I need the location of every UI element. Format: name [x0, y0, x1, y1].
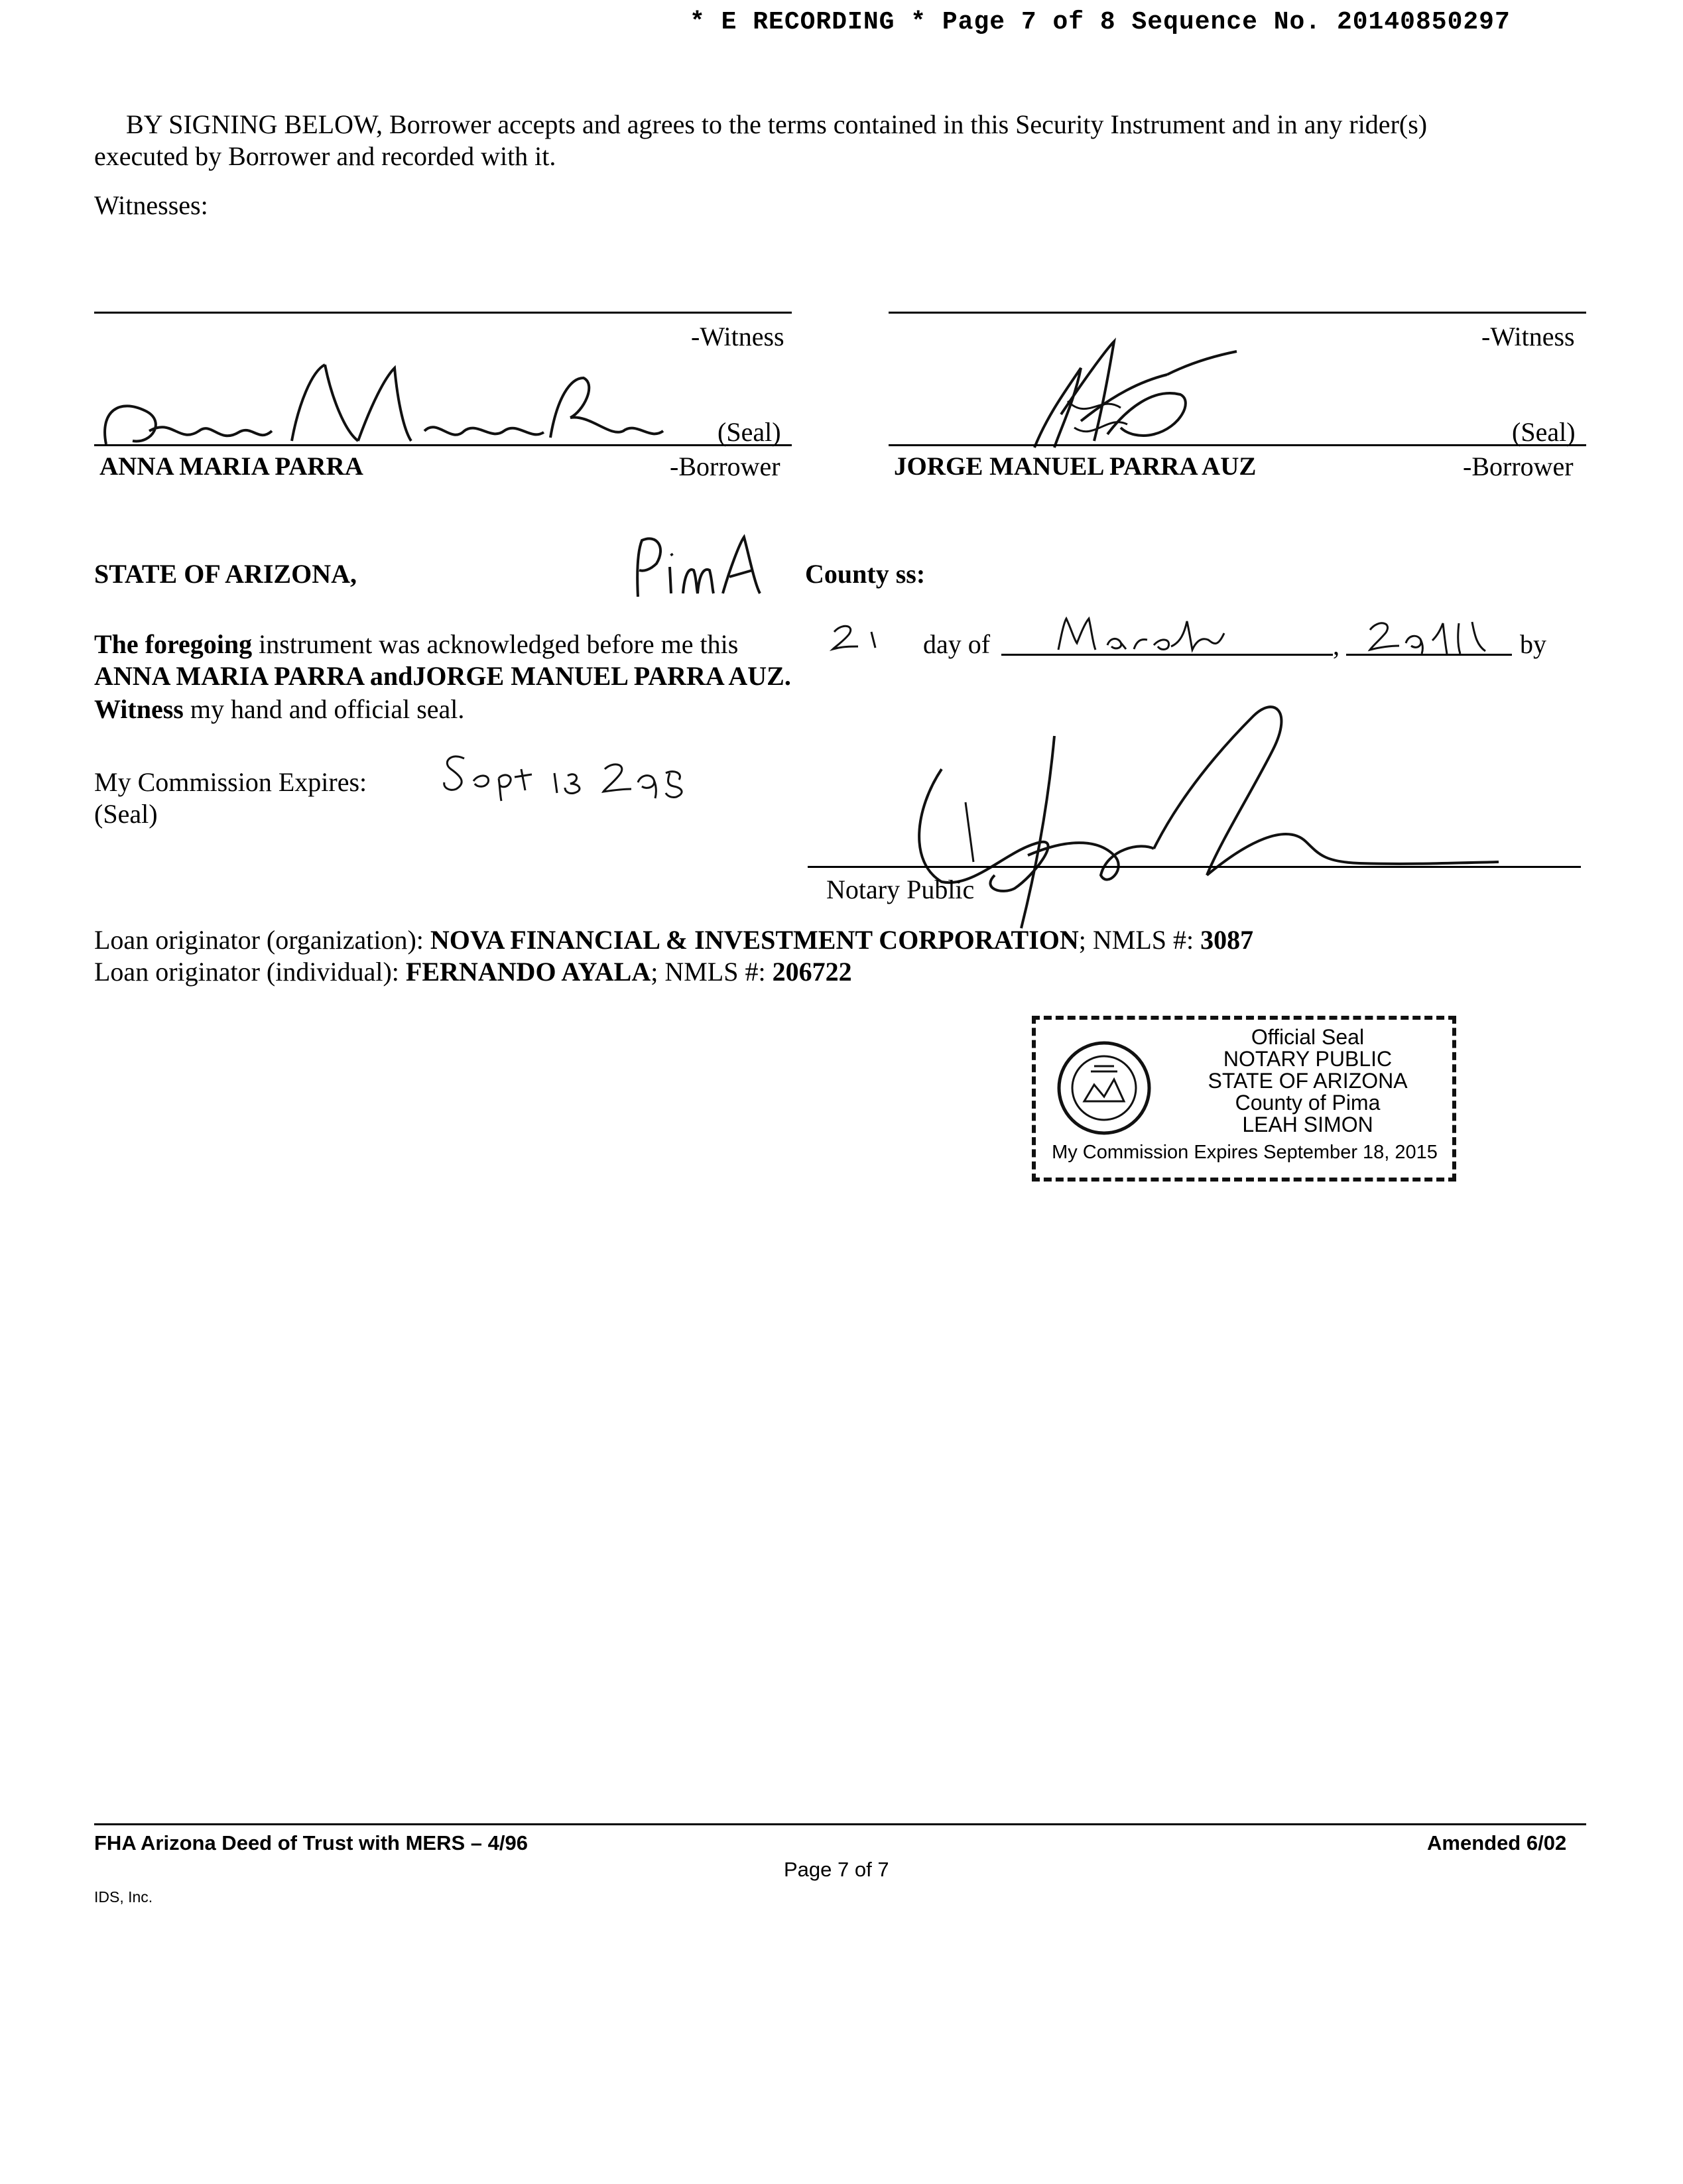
borrower1-role: -Borrower [670, 452, 780, 481]
ind-label: Loan originator (individual): [94, 957, 406, 987]
notary-stamp [1032, 1016, 1456, 1182]
stamp-line-1: Official Seal [1251, 1025, 1365, 1049]
day-of-label: day of [923, 629, 991, 659]
comma-sep: , [1333, 631, 1340, 660]
names-part-a: ANNA MARIA PARRA and [94, 661, 413, 691]
acknowledged-names [94, 660, 791, 692]
footer-amended: Amended 6/02 [1427, 1831, 1567, 1854]
borrower1-line [94, 444, 792, 446]
org-name: NOVA FINANCIAL & INVESTMENT CORPORATION [430, 925, 1079, 955]
notary-public-label: Notary Public [826, 875, 975, 904]
footer-form-name: FHA Arizona Deed of Trust with MERS – 4/96 [94, 1831, 528, 1854]
borrower2-seal: (Seal) [1512, 417, 1576, 447]
year-handwriting [1366, 617, 1492, 656]
borrower1-seal: (Seal) [717, 417, 781, 447]
borrower2-role: -Borrower [1463, 452, 1574, 481]
footer-publisher: IDS, Inc. [94, 1888, 153, 1906]
borrower2-signature [1008, 335, 1247, 467]
borrower1-name: ANNA MARIA PARRA [99, 452, 363, 481]
recording-header: * E RECORDING * Page 7 of 8 Sequence No. 20140850297 [690, 8, 1511, 36]
footer-rule [94, 1823, 1586, 1825]
foregoing-line [94, 629, 738, 660]
borrower2-line [889, 444, 1586, 446]
month-line [1001, 654, 1333, 656]
commission-seal-label: (Seal) [94, 799, 158, 829]
state-label: STATE OF ARIZONA, [94, 559, 357, 589]
foregoing-text: instrument was acknowledged before me this [252, 629, 739, 659]
month-handwriting [1054, 613, 1253, 653]
intro-line-2: executed by Borrower and recorded with it. [94, 141, 556, 171]
witness-line-left [94, 312, 792, 314]
witness-line-right [889, 312, 1586, 314]
borrower1-signature [93, 358, 676, 457]
foregoing-bold: The foregoing [94, 629, 253, 659]
county-label: County ss: [805, 559, 926, 589]
stamp-line-2: NOTARY PUBLIC [1223, 1047, 1393, 1071]
witness-label-right: -Witness [1481, 322, 1575, 351]
notary-signature [902, 690, 1499, 928]
org-label: Loan originator (organization): [94, 925, 430, 955]
borrower2-name: JORGE MANUEL PARRA AUZ [894, 452, 1257, 481]
county-handwriting [630, 530, 763, 603]
witness-bold: Witness [94, 694, 184, 724]
witness-hand-line [94, 694, 464, 725]
loan-originator-org [94, 924, 1253, 956]
stamp-line-3: STATE OF ARIZONA [1208, 1069, 1408, 1093]
stamp-line-5: LEAH SIMON [1242, 1113, 1373, 1136]
commission-handwriting [438, 749, 716, 802]
stamp-line-6: My Commission Expires September 18, 2015 [1052, 1142, 1438, 1163]
arizona-seal-icon [1054, 1038, 1154, 1138]
day-handwriting [829, 620, 889, 653]
witness-text: my hand and official seal. [183, 694, 465, 724]
ind-name: FERNANDO AYALA [405, 957, 651, 987]
ind-nmls: 206722 [772, 957, 852, 987]
org-nmls-label: ; NMLS #: [1078, 925, 1201, 955]
witness-label-left: -Witness [691, 322, 784, 351]
commission-label: My Commission Expires: [94, 767, 367, 797]
witnesses-label: Witnesses: [94, 190, 208, 220]
ind-nmls-label: ; NMLS #: [651, 957, 773, 987]
intro-line-1: BY SIGNING BELOW, Borrower accepts and agrees to the terms contained in this Security Instrument and in any rider(s) [126, 109, 1428, 139]
by-label: by [1520, 629, 1546, 659]
stamp-line-4: County of Pima [1235, 1091, 1381, 1115]
org-nmls: 3087 [1200, 925, 1254, 955]
names-part-b: JORGE MANUEL PARRA AUZ. [412, 661, 791, 691]
notary-line [808, 866, 1581, 868]
loan-originator-individual [94, 956, 852, 988]
footer-page-number: Page 7 of 7 [784, 1858, 889, 1881]
